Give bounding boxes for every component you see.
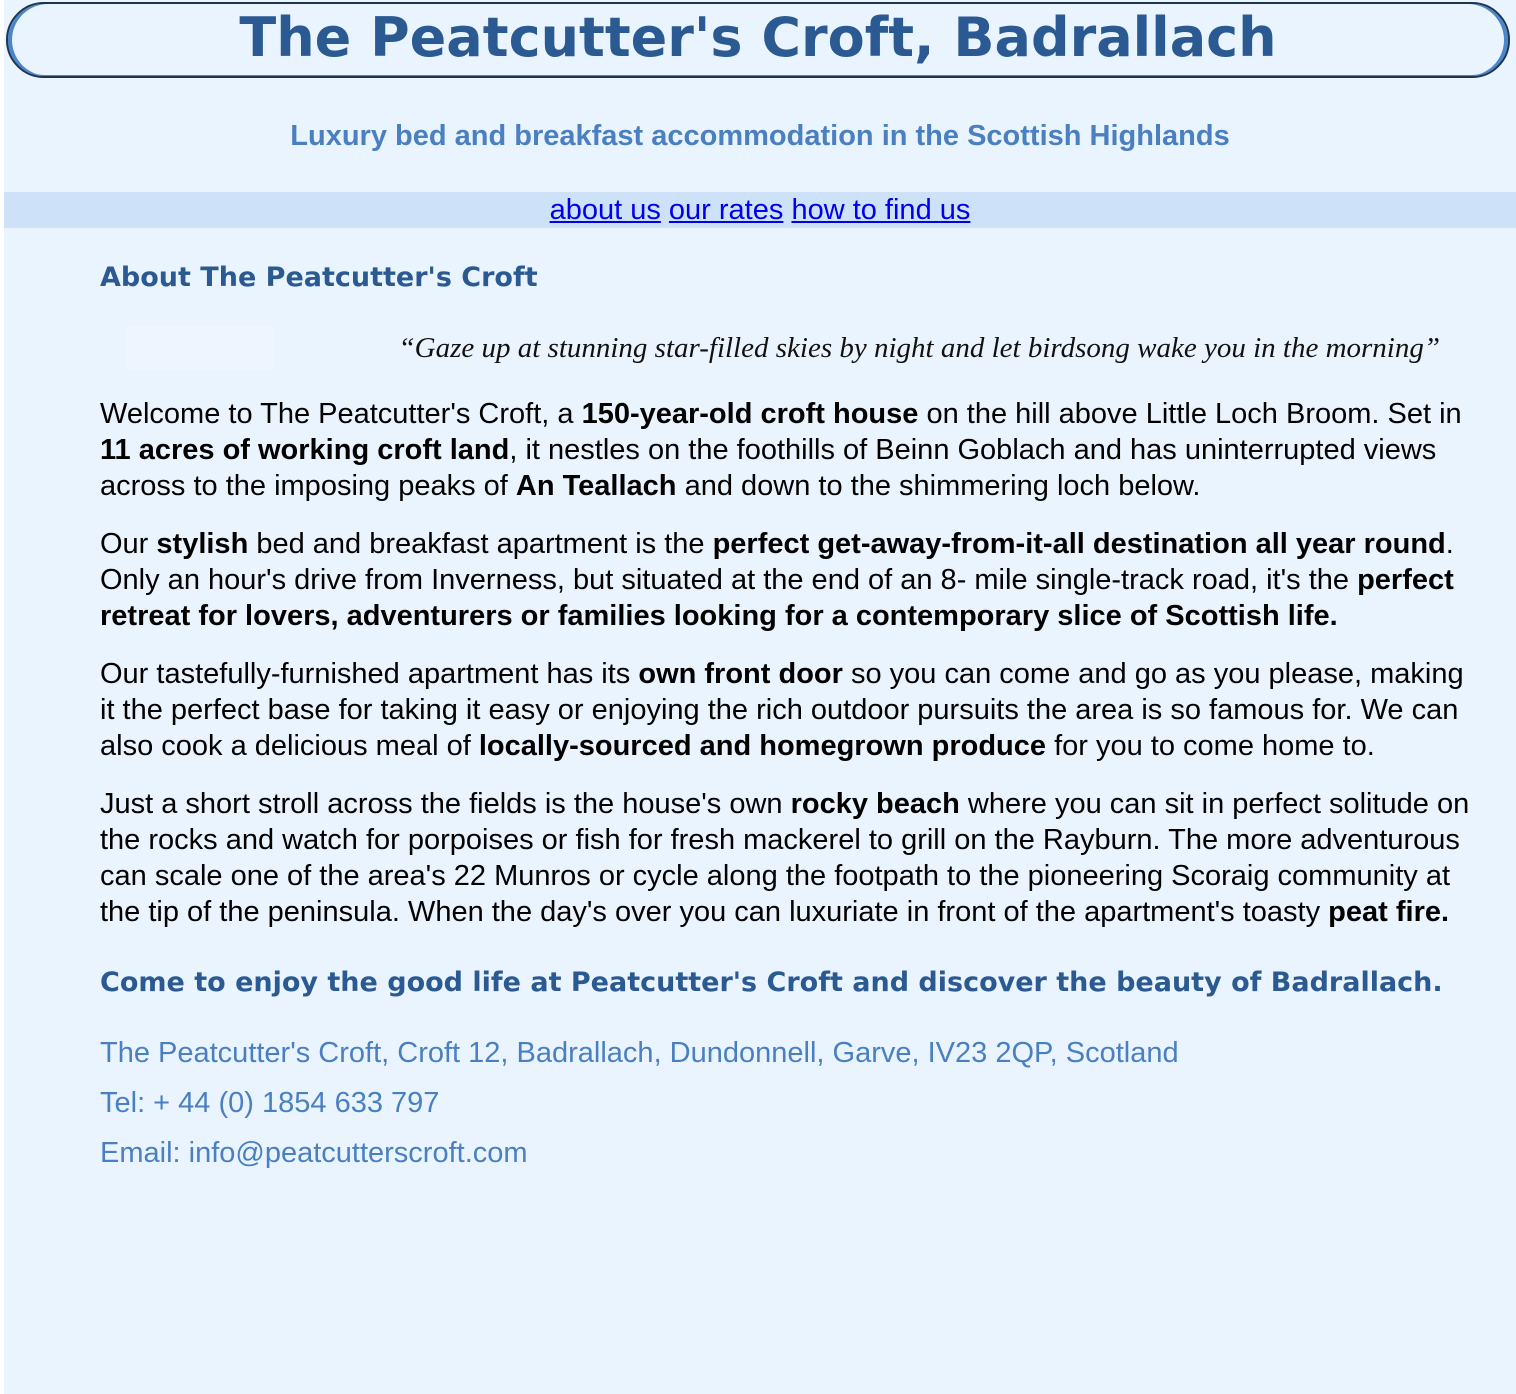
body-text: where you can sit in perfect solitude on the rocks and watch for porpoises or fish for fresh mackerel to grill on the Rayburn. The more adventurous can scale one of the area's 22 Munros or cycle along the footpath to the pioneering Scoraig community at the tip of the peninsula. When the day's over you can luxuriate in front of the apartment's toasty <box>100 788 1470 928</box>
image-placeholder <box>126 326 274 370</box>
body-text: Our <box>100 528 157 560</box>
paragraph-beach <box>100 786 1470 930</box>
pull-quote: “Gaze up at stunning star-filled skies by night and let birdsong wake you in the morning” <box>398 332 1440 364</box>
paragraph-front-door <box>100 656 1470 764</box>
nav-bar <box>4 192 1516 228</box>
emphasis-text: locally-sourced and homegrown produce <box>478 730 1047 762</box>
nav-link-our-rates[interactable]: our rates <box>668 194 784 226</box>
emphasis-text: 150-year-old croft house <box>581 398 919 430</box>
call-to-action: Come to enjoy the good life at Peatcutter's Croft and discover the beauty of Badrallach. <box>100 967 1443 998</box>
paragraph-apartment <box>100 526 1470 634</box>
tagline: Luxury bed and breakfast accommodation in the Scottish Highlands <box>290 120 1230 152</box>
body-text: for you to come home to. <box>1046 730 1375 762</box>
body-text: Just a short stroll across the fields is the house's own <box>100 788 791 820</box>
emphasis-text: perfect retreat for lovers, adventurers or families looking for a contemporary slice of Scottish life. <box>100 564 1454 632</box>
emphasis-text: rocky beach <box>790 788 960 820</box>
body-text: on the hill above Little Loch Broom. Set in <box>918 398 1462 430</box>
emphasis-text: An Teallach <box>515 470 677 502</box>
emphasis-text: own front door <box>638 658 843 690</box>
emphasis-text: stylish <box>156 528 249 560</box>
nav-link-how-to-find-us[interactable]: how to find us <box>791 194 971 226</box>
paragraph-welcome <box>100 396 1470 504</box>
quote-row <box>100 326 1470 374</box>
body-text: bed and breakfast apartment is the <box>248 528 713 560</box>
emphasis-text: peat fire. <box>1328 896 1450 928</box>
body-text: Welcome to The Peatcutter's Croft, a <box>100 398 582 430</box>
emphasis-text: 11 acres of working croft land <box>100 434 510 466</box>
main-content <box>100 258 1470 1178</box>
contact-address: The Peatcutter's Croft, Croft 12, Badrallach, Dundonnell, Garve, IV23 2QP, Scotland <box>100 1037 1179 1069</box>
body-text: so you can come and go as you please, making it the perfect base for taking it easy or enjoying the rich outdoor pursuits the area is so famous for. We can also cook a delicious meal of <box>100 658 1464 762</box>
body-text: Our tastefully-furnished apartment has its <box>100 658 639 690</box>
site-title: The Peatcutter's Croft, Badrallach <box>239 6 1277 69</box>
body-text: . Only an hour's drive from Inverness, but situated at the end of an 8- mile single-track road, it's the <box>100 528 1454 596</box>
contact-phone: Tel: + 44 (0) 1854 633 797 <box>100 1087 440 1119</box>
body-text: , it nestles on the foothills of Beinn Goblach and has uninterrupted views across to the imposing peaks of <box>100 434 1437 502</box>
site-header <box>6 2 1510 78</box>
section-title: About The Peatcutter's Croft <box>100 262 538 293</box>
nav-link-about-us[interactable]: about us <box>549 194 661 226</box>
emphasis-text: perfect get-away-from-it-all destination all year round <box>712 528 1446 560</box>
contact-email: Email: info@peatcutterscroft.com <box>100 1137 528 1169</box>
body-text: and down to the shimmering loch below. <box>676 470 1201 502</box>
page <box>4 0 1516 1394</box>
contact-info <box>100 1028 1470 1178</box>
